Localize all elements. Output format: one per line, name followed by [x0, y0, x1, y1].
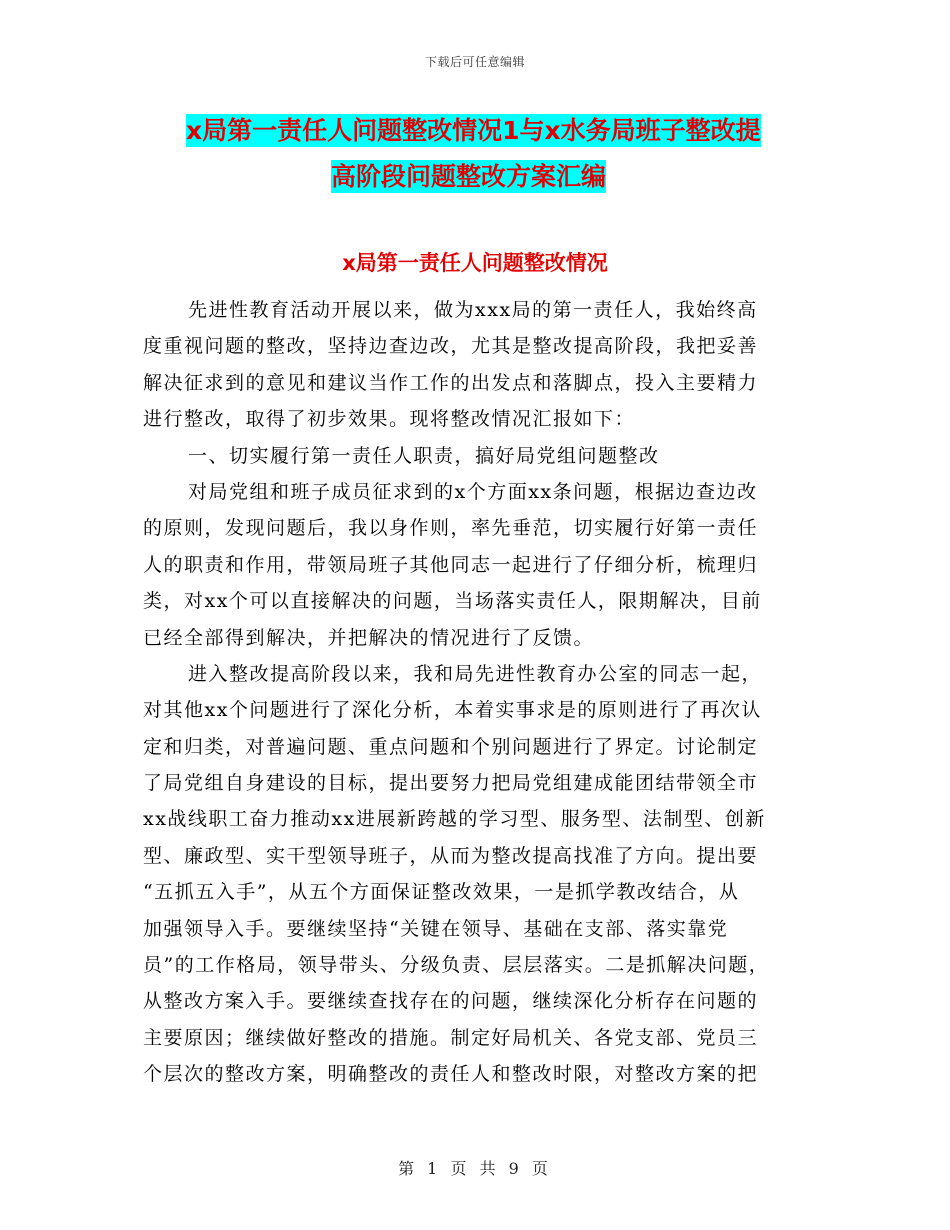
- body-line: 了局党组自身建设的目标，提出要努力把局党组建成能团结带领全市: [143, 772, 759, 795]
- body-line: 主要原因；继续做好整改的措施。制定好局机关、各党支部、党员三: [143, 1026, 759, 1049]
- section-title: x局第一责任人问题整改情况: [342, 251, 608, 275]
- body-line: 个层次的整改方案，明确整改的责任人和整改时限，对整改方案的把: [143, 1063, 759, 1086]
- body-line: 型、廉政型、实干型领导班子，从而为整改提高找准了方向。提出要: [143, 844, 759, 867]
- document-title: [186, 108, 816, 200]
- body-line: 人的职责和作用，带领局班子其他同志一起进行了仔细分析，梳理归: [143, 553, 759, 576]
- body-line: 员”的工作格局，领导带头、分级负责、层层落实。二是抓解决问题，: [143, 954, 770, 977]
- body-line: 从整改方案入手。要继续查找存在的问题，继续深化分析存在问题的: [143, 990, 759, 1013]
- title-line-2-text: 高阶段问题整改方案汇编: [331, 162, 607, 191]
- body-line: 对其他xx个问题进行了深化分析，本着实事求是的原则进行了再次认: [143, 699, 762, 722]
- title-line-1: [186, 108, 816, 154]
- body-line: 类，对xx个可以直接解决的问题，当场落实责任人，限期解决，目前: [143, 590, 762, 613]
- body-line: 定和归类，对普遍问题、重点问题和个别问题进行了界定。讨论制定: [143, 735, 759, 758]
- body-heading-line: 一、切实履行第一责任人职责，搞好局党组问题整改: [188, 444, 660, 467]
- body-line: “五抓五入手”，从五个方面保证整改效果，一是抓学教改结合，从: [143, 881, 740, 904]
- header-note: 下载后可任意编辑: [424, 55, 525, 69]
- body-line: xx战线职工奋力推动xx进展新跨越的学习型、服务型、法制型、创新: [143, 808, 766, 831]
- body-line: 先进性教育活动开展以来，做为xxx局的第一责任人，我始终高: [188, 299, 758, 321]
- title-line-2: [186, 154, 816, 200]
- body-line: 度重视问题的整改，坚持边查边改，尤其是整改提高阶段，我把妥善: [143, 335, 759, 358]
- title-line-1-text: x局第一责任人问题整改情况1与x水务局班子整改提: [186, 116, 761, 145]
- body-line: 的原则，发现问题后，我以身作则，率先垂范，切实履行好第一责任: [143, 517, 759, 540]
- body-line: 已经全部得到解决，并把解决的情况进行了反馈。: [143, 626, 595, 649]
- body-text: [143, 292, 803, 1093]
- page-footer: 第 1 页 共 9 页: [398, 1159, 552, 1178]
- body-line: 对局党组和班子成员征求到的x个方面xx条问题，根据边查边改: [188, 480, 758, 503]
- body-line: 进行整改，取得了初步效果。现将整改情况汇报如下：: [143, 408, 636, 431]
- body-line: 加强领导入手。要继续坚持“关键在领导、基础在支部、落实靠党: [143, 917, 729, 940]
- body-line: 解决征求到的意见和建议当作工作的出发点和落脚点，投入主要精力: [143, 371, 759, 394]
- body-line: 进入整改提高阶段以来，我和局先进性教育办公室的同志一起，: [188, 662, 763, 685]
